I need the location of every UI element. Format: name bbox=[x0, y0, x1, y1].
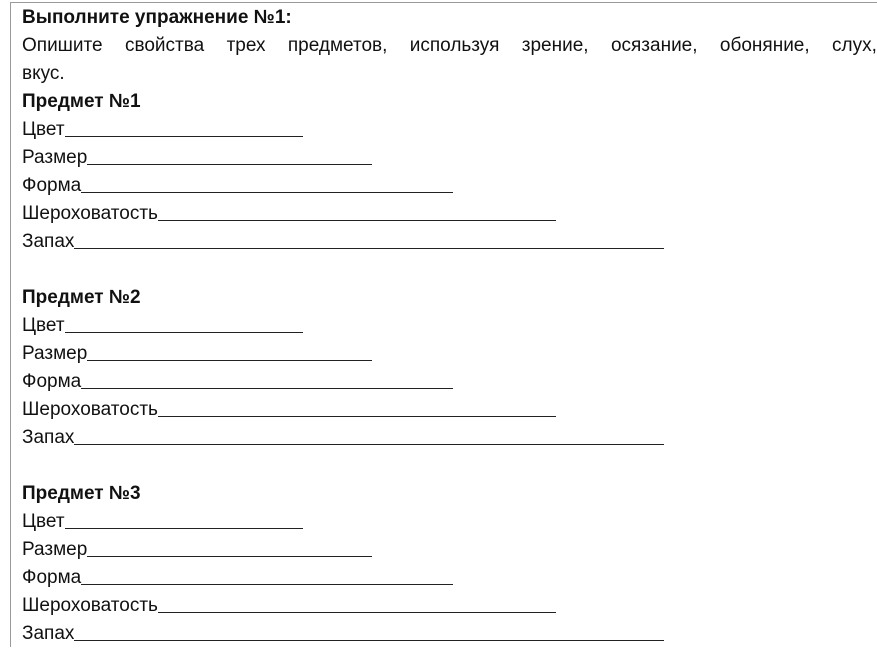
section-gap bbox=[22, 452, 877, 480]
field-color bbox=[22, 312, 877, 340]
blank-line[interactable] bbox=[158, 415, 556, 417]
field-label: Форма bbox=[22, 371, 82, 392]
field-label: Запах bbox=[22, 231, 75, 252]
field-size bbox=[22, 144, 877, 172]
field-label: Шероховатость bbox=[22, 203, 158, 224]
field-roughness bbox=[22, 396, 877, 424]
instruction-word: трех bbox=[226, 35, 266, 56]
instruction-word: используя bbox=[409, 35, 500, 56]
field-label: Размер bbox=[22, 539, 88, 560]
item-section-3 bbox=[22, 480, 877, 648]
instruction-tail: вкус. bbox=[22, 63, 65, 84]
field-shape bbox=[22, 368, 877, 396]
field-label: Форма bbox=[22, 567, 82, 588]
blank-line[interactable] bbox=[74, 639, 664, 641]
field-shape bbox=[22, 564, 877, 592]
exercise-heading: Выполните упражнение №1: bbox=[22, 7, 292, 28]
field-color bbox=[22, 116, 877, 144]
blank-line[interactable] bbox=[65, 135, 303, 137]
field-roughness bbox=[22, 592, 877, 620]
blank-line[interactable] bbox=[87, 359, 372, 361]
item-section-1 bbox=[22, 88, 877, 256]
field-label: Размер bbox=[22, 343, 88, 364]
frame-left-border bbox=[10, 2, 11, 647]
instruction-word: осязание, bbox=[610, 35, 698, 56]
field-label: Цвет bbox=[22, 315, 65, 336]
instruction-word: предметов, bbox=[287, 35, 388, 56]
blank-line[interactable] bbox=[65, 331, 303, 333]
item-section-2 bbox=[22, 284, 877, 452]
instruction-word: свойства bbox=[124, 35, 205, 56]
field-size bbox=[22, 536, 877, 564]
item-title: Предмет №3 bbox=[22, 483, 141, 504]
blank-line[interactable] bbox=[87, 163, 372, 165]
blank-line[interactable] bbox=[65, 527, 303, 529]
blank-line[interactable] bbox=[158, 219, 556, 221]
field-smell bbox=[22, 620, 877, 648]
worksheet bbox=[22, 4, 877, 648]
field-label: Цвет bbox=[22, 119, 65, 140]
blank-line[interactable] bbox=[81, 583, 453, 585]
field-shape bbox=[22, 172, 877, 200]
field-label: Форма bbox=[22, 175, 82, 196]
blank-line[interactable] bbox=[81, 387, 453, 389]
field-label: Цвет bbox=[22, 511, 65, 532]
field-size bbox=[22, 340, 877, 368]
item-title: Предмет №1 bbox=[22, 91, 141, 112]
field-smell bbox=[22, 228, 877, 256]
instruction-word: обоняние, bbox=[719, 35, 810, 56]
field-smell bbox=[22, 424, 877, 452]
instruction-word: Опишите bbox=[22, 35, 103, 56]
section-gap bbox=[22, 256, 877, 284]
frame-top-border bbox=[10, 2, 877, 3]
field-color bbox=[22, 508, 877, 536]
instruction-word: зрение, bbox=[521, 35, 589, 56]
field-label: Шероховатость bbox=[22, 399, 158, 420]
instruction-word: слух, bbox=[832, 35, 877, 56]
field-roughness bbox=[22, 200, 877, 228]
blank-line[interactable] bbox=[74, 443, 664, 445]
item-title: Предмет №2 bbox=[22, 287, 141, 308]
blank-line[interactable] bbox=[87, 555, 372, 557]
field-label: Шероховатость bbox=[22, 595, 158, 616]
field-label: Размер bbox=[22, 147, 88, 168]
field-label: Запах bbox=[22, 623, 75, 644]
blank-line[interactable] bbox=[158, 611, 556, 613]
blank-line[interactable] bbox=[81, 191, 453, 193]
field-label: Запах bbox=[22, 427, 75, 448]
blank-line[interactable] bbox=[74, 247, 664, 249]
instruction-line bbox=[22, 32, 877, 60]
